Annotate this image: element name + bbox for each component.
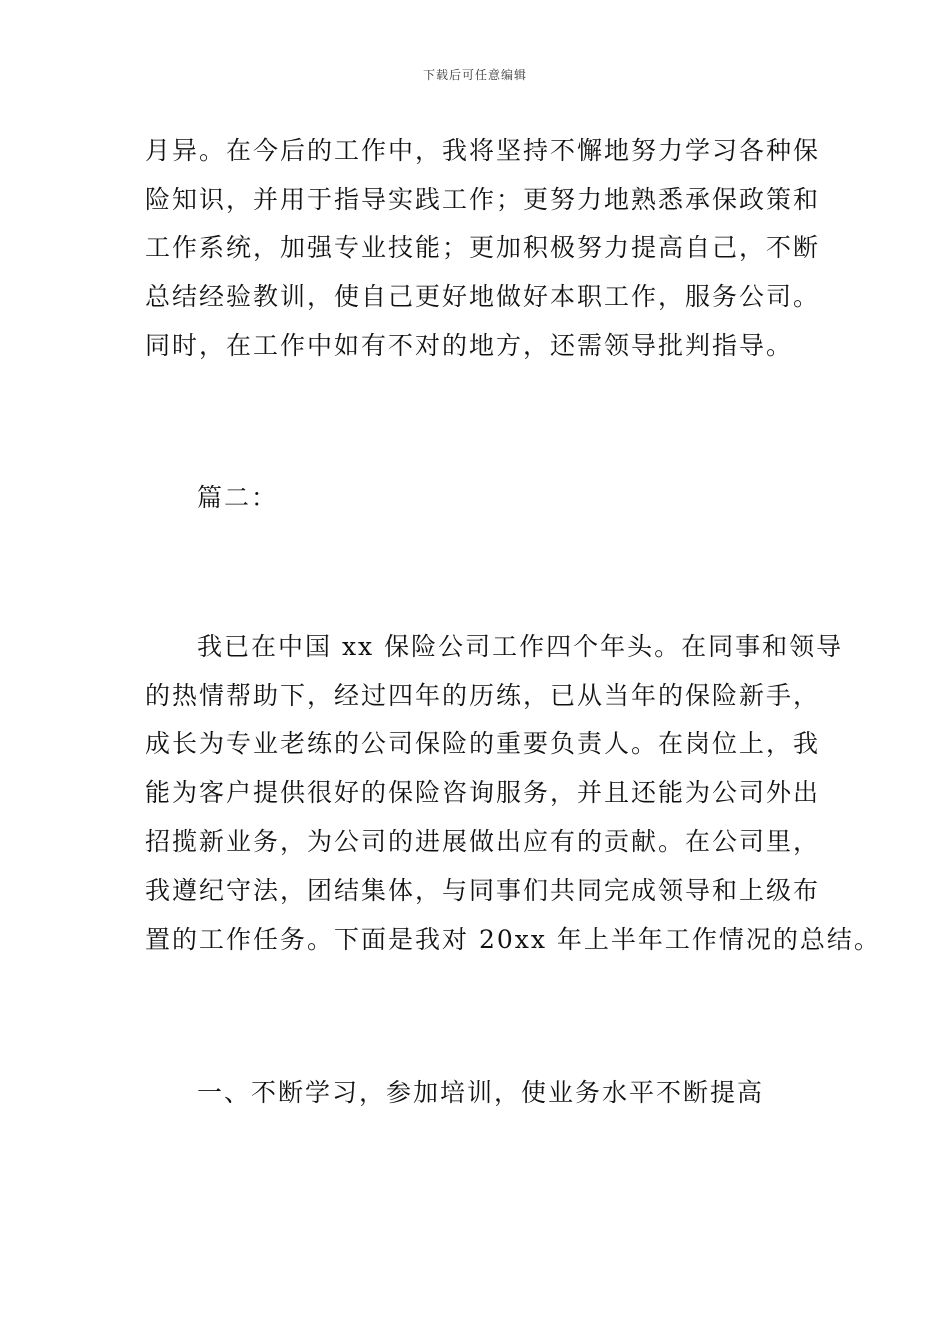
paragraph-line: 的热情帮助下，经过四年的历练，已从当年的保险新手， — [145, 681, 821, 710]
paragraph-line: 能为客户提供很好的保险咨询服务，并且还能为公司外出 — [145, 778, 821, 807]
paragraph-line: 置的工作任务。下面是我对 20xx 年上半年工作情况的总结。 — [145, 925, 881, 954]
paragraph-line: 我遵纪守法，团结集体，与同事们共同完成领导和上级布 — [145, 876, 821, 905]
paragraph-line: 月异。在今后的工作中，我将坚持不懈地努力学习各种保 — [145, 136, 821, 165]
section-heading: 一、不断学习，参加培训，使业务水平不断提高 — [197, 1078, 765, 1107]
paragraph-line: 同时，在工作中如有不对的地方，还需领导批判指导。 — [145, 331, 794, 360]
paragraph-line: 我已在中国 xx 保险公司工作四个年头。在同事和领导 — [197, 632, 844, 661]
paragraph-line: 成长为专业老练的公司保险的重要负责人。在岗位上，我 — [145, 729, 821, 758]
section-title: 篇二： — [197, 483, 279, 512]
header-note: 下载后可任意编辑 — [422, 68, 527, 82]
paragraph-line: 招揽新业务，为公司的进展做出应有的贡献。在公司里， — [145, 827, 821, 856]
paragraph-line: 工作系统，加强专业技能；更加积极努力提高自己，不断 — [145, 233, 821, 262]
paragraph-line: 总结经验教训，使自己更好地做好本职工作，服务公司。 — [145, 282, 821, 311]
paragraph-line: 险知识，并用于指导实践工作；更努力地熟悉承保政策和 — [145, 185, 821, 214]
